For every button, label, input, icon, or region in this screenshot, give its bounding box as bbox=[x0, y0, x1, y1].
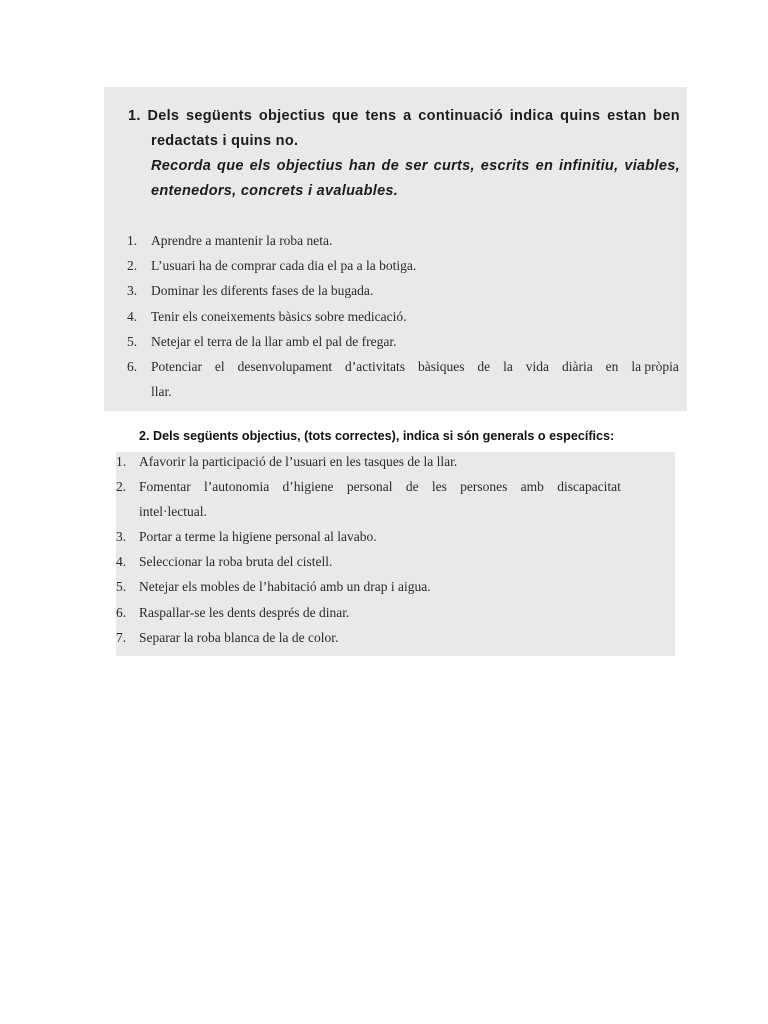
item-text: Netejar els mobles de l’habitació amb un drap i aigua. bbox=[139, 579, 431, 595]
list-item bbox=[127, 253, 679, 278]
item-word: Potenciar bbox=[151, 359, 202, 375]
item-word: de bbox=[477, 359, 491, 375]
item-text: Afavorir la participació de l’usuari en les tasques de la llar. bbox=[139, 454, 458, 469]
note-word: curts, bbox=[433, 158, 475, 174]
item-number: 2. bbox=[116, 479, 127, 495]
item-word: diària bbox=[561, 359, 593, 375]
item-number: 3. bbox=[116, 529, 127, 545]
item-word: en bbox=[605, 359, 619, 375]
item-text: Dominar les diferents fases de la bugada. bbox=[151, 283, 374, 299]
note-word: escrits bbox=[480, 158, 530, 174]
list-item bbox=[116, 574, 621, 599]
note-word: Recorda bbox=[151, 158, 212, 174]
list-item bbox=[116, 524, 621, 549]
item-number: 7. bbox=[116, 629, 127, 645]
list-item bbox=[127, 329, 679, 354]
list-item bbox=[116, 549, 621, 574]
item-text-line2: llar. bbox=[151, 384, 172, 400]
item-word: la pròpia bbox=[631, 359, 679, 375]
item-text: Raspallar-se les dents després de dinar. bbox=[139, 604, 350, 620]
note-word: ser bbox=[404, 158, 428, 174]
section1-note-line2: entenedors, concrets i avaluables. bbox=[151, 183, 399, 199]
item-number: 3. bbox=[127, 283, 138, 299]
title-word: quins bbox=[560, 108, 601, 124]
title-word: indica bbox=[509, 108, 554, 124]
item-text-line1 bbox=[151, 354, 679, 379]
list-item bbox=[116, 449, 621, 474]
title-word: tens bbox=[365, 108, 397, 124]
item-number: 1. bbox=[116, 454, 127, 469]
item-text: Tenir els coneixements bàsics sobre medicació. bbox=[151, 308, 407, 324]
section2-objectives-list bbox=[116, 449, 621, 650]
item-number: 6. bbox=[127, 359, 138, 375]
note-word: en bbox=[535, 158, 554, 174]
item-word: d’higiene bbox=[282, 479, 334, 495]
item-word: de bbox=[405, 479, 419, 495]
section1-title-line1 bbox=[128, 104, 680, 129]
item-text-line1 bbox=[139, 474, 621, 499]
list-item bbox=[127, 304, 679, 329]
note-word: que bbox=[217, 158, 244, 174]
list-item bbox=[127, 228, 679, 253]
item-word: bàsiques bbox=[417, 359, 465, 375]
note-word: viables, bbox=[624, 158, 680, 174]
title-word: continuació bbox=[418, 108, 503, 124]
note-word: infinitiu, bbox=[559, 158, 619, 174]
item-text: Aprendre a mantenir la roba neta. bbox=[151, 233, 333, 248]
item-text-line2: intel·lectual. bbox=[139, 504, 207, 520]
title-word: estan bbox=[607, 108, 647, 124]
item-word: d’activitats bbox=[345, 359, 406, 375]
note-word: els bbox=[249, 158, 271, 174]
list-item bbox=[127, 354, 679, 404]
note-word: han bbox=[348, 158, 376, 174]
item-word: persones bbox=[460, 479, 508, 495]
list-item bbox=[116, 600, 621, 625]
item-word: amb bbox=[520, 479, 544, 495]
item-number: 5. bbox=[116, 579, 127, 595]
section1-number: 1. bbox=[128, 108, 141, 124]
item-number: 5. bbox=[127, 333, 138, 349]
item-word: l’autonomia bbox=[204, 479, 270, 495]
item-text: L’usuari ha de comprar cada dia el pa a la botiga. bbox=[151, 258, 417, 274]
item-word: les bbox=[431, 479, 447, 495]
item-word: vida bbox=[525, 359, 550, 375]
title-word: a bbox=[403, 108, 412, 124]
list-item bbox=[127, 278, 679, 303]
list-item bbox=[116, 625, 621, 650]
item-word: desenvolupament bbox=[237, 359, 333, 375]
item-word: la bbox=[503, 359, 513, 375]
title-word: objectius bbox=[258, 108, 326, 124]
title-word: següents bbox=[186, 108, 253, 124]
section2-question: 2. Dels següents objectius, (tots correctes), indica si són generals o específics: bbox=[139, 429, 615, 443]
section1-question bbox=[128, 104, 680, 204]
title-word: que bbox=[331, 108, 359, 124]
item-word: personal bbox=[346, 479, 393, 495]
item-word: Fomentar bbox=[139, 479, 191, 495]
item-number: 6. bbox=[116, 604, 127, 620]
section1-note-line1 bbox=[128, 154, 680, 179]
list-item bbox=[116, 474, 621, 524]
title-word: ben bbox=[653, 108, 680, 124]
item-text: Netejar el terra de la llar amb el pal de fregar. bbox=[151, 333, 397, 349]
item-text: Separar la roba blanca de la de color. bbox=[139, 629, 339, 645]
note-word: objectius bbox=[276, 158, 343, 174]
section1-title-line2: redactats i quins no. bbox=[151, 133, 299, 149]
item-number: 4. bbox=[116, 554, 127, 570]
item-text: Seleccionar la roba bruta del cistell. bbox=[139, 554, 333, 570]
note-word: de bbox=[381, 158, 400, 174]
item-number: 1. bbox=[127, 233, 138, 248]
item-word: discapacitat bbox=[557, 479, 621, 495]
item-number: 4. bbox=[127, 308, 138, 324]
section1-objectives-list bbox=[127, 228, 679, 404]
item-word: el bbox=[214, 359, 225, 375]
title-word: Dels bbox=[147, 108, 180, 124]
item-text: Portar a terme la higiene personal al lavabo. bbox=[139, 529, 377, 545]
item-number: 2. bbox=[127, 258, 138, 274]
